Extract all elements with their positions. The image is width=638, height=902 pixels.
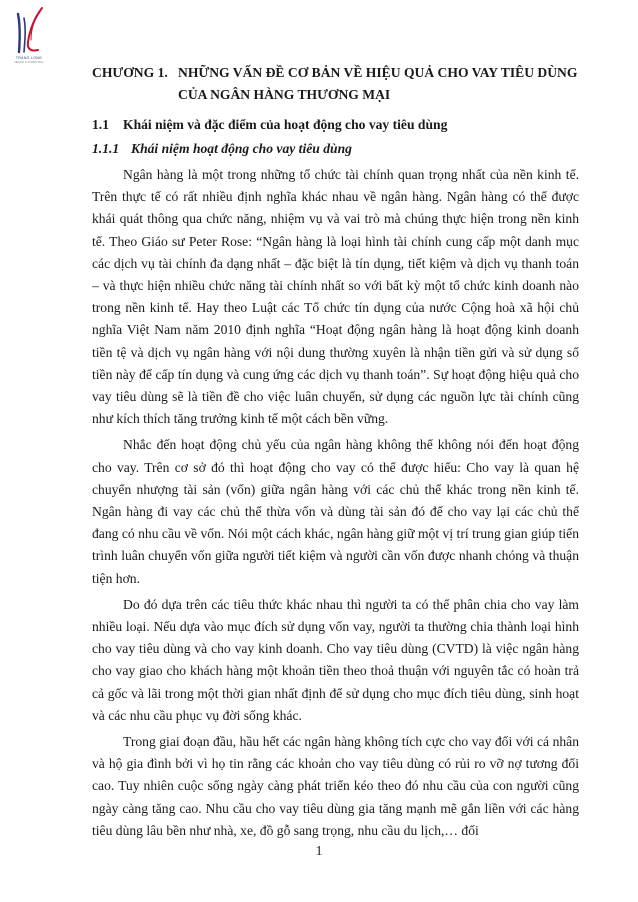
page-number: 1 (315, 843, 323, 858)
subsection-title: Khái niệm hoạt động cho vay tiêu dùng (131, 141, 352, 156)
paragraph: Nhắc đến hoạt động chủ yếu của ngân hàng không thể không nói đến hoạt động cho vay. Trên cơ sở đó thì hoạt động cho vay có thể được hiểu: Cho vay là quan hệ chuyển nhượng tài sản (vốn) giữa ngân hàng với các chủ thể khác trong nền kinh tế. Ngân hàng đi vay các chủ thể thừa vốn và dùng tài sản đó để cho vay lại các chủ thể đang có nhu cầu về vốn. Nói một cách khác, ngân hàng giữ một vị trí trung gian giúp tiến trình luân chuyển vốn giữa người tiết kiệm và người cần vốn được nhanh chóng và thuận tiện hơn. (92, 437, 579, 586)
subsection-heading (92, 141, 352, 157)
section-title: Khái niệm và đặc điểm của hoạt động cho vay tiêu dùng (123, 117, 448, 132)
logo-tagline: DESIGN & CONSULTING (14, 61, 44, 64)
subsection-number: 1.1.1 (92, 141, 120, 156)
section-heading (92, 117, 447, 133)
chapter-number: CHƯƠNG 1. (92, 65, 168, 80)
logo-mark-icon (10, 6, 48, 56)
paragraph: Do đó dựa trên các tiêu thức khác nhau thì người ta có thể phân chia cho vay làm nhiều loại. Nếu dựa vào mục đích sử dụng vốn vay, người ta thường chia thành loại hình cho vay tiêu dùng và cho vay kinh doanh. Cho vay tiêu dùng (CVTD) là việc ngân hàng cho vay giao cho khách hàng một khoản tiền theo thoả thuận với nguyên tắc có hoàn trả cả gốc và lãi trong một thời gian nhất định để sử dụng cho mục đích tiêu dùng, sinh hoạt và các nhu cầu phục vụ đời sống khác. (92, 596, 579, 723)
company-logo (10, 6, 48, 64)
logo-name: TRANG LONG (15, 56, 43, 60)
body-text (92, 164, 579, 842)
paragraph: Trong giai đoạn đầu, hầu hết các ngân hàng không tích cực cho vay đối với cá nhân và hộ gia đình bởi vì họ tin rằng các khoản cho vay tiêu dùng có rủi ro vỡ nợ tương đối cao. Tuy nhiên cuộc sống ngày càng phát triển kéo theo đó nhu cầu của con người cũng ngày càng tăng cao. Nhu cầu cho vay tiêu dùng gia tăng mạnh mẽ gắn liền với các hàng tiêu dùng lâu bền như nhà, xe, đồ gỗ sang trọng, nhu cầu du lịch,… đối (92, 734, 579, 838)
chapter-title: NHỮNG VẤN ĐỀ CƠ BẢN VỀ HIỆU QUẢ CHO VAY TIÊU DÙNG CỦA NGÂN HÀNG THƯƠNG MẠI (178, 65, 578, 102)
paragraph: Ngân hàng là một trong những tổ chức tài chính quan trọng nhất của nền kinh tế. Trên thực tế có rất nhiều định nghĩa khác nhau về ngân hàng. Ngân hàng có thể được khái quát thông qua chức năng, nhiệm vụ và vai trò mà chúng thực hiện trong nền kinh tế. Theo Giáo sư Peter Rose: “Ngân hàng là loại hình tài chính cung cấp một danh mục các dịch vụ tài chính đa dạng nhất – đặc biệt là tín dụng, tiết kiệm và dịch vụ thanh toán – và thực hiện nhiều chức năng tài chính nhất so với bất kỳ một tổ chức kinh doanh nào trong nền kinh tế. Hay theo Luật các Tổ chức tín dụng của nước Cộng hoà xã hội chủ nghĩa Việt Nam năm 2010 định nghĩa “Hoạt động ngân hàng là hoạt động kinh doanh tiền tệ và dịch vụ ngân hàng với nội dung thường xuyên là nhận tiền gửi và sử dụng số tiền này để cấp tín dụng và cung ứng các dịch vụ thanh toán”. Sự hoạt động hiệu quả cho vay tiêu dùng sẽ là tiền đề cho việc luân chuyển, sử dụng các nguồn lực tài chính cũng như kích thích tăng trưởng kinh tế một cách bền vững. (92, 167, 579, 427)
section-number: 1.1 (92, 117, 109, 132)
